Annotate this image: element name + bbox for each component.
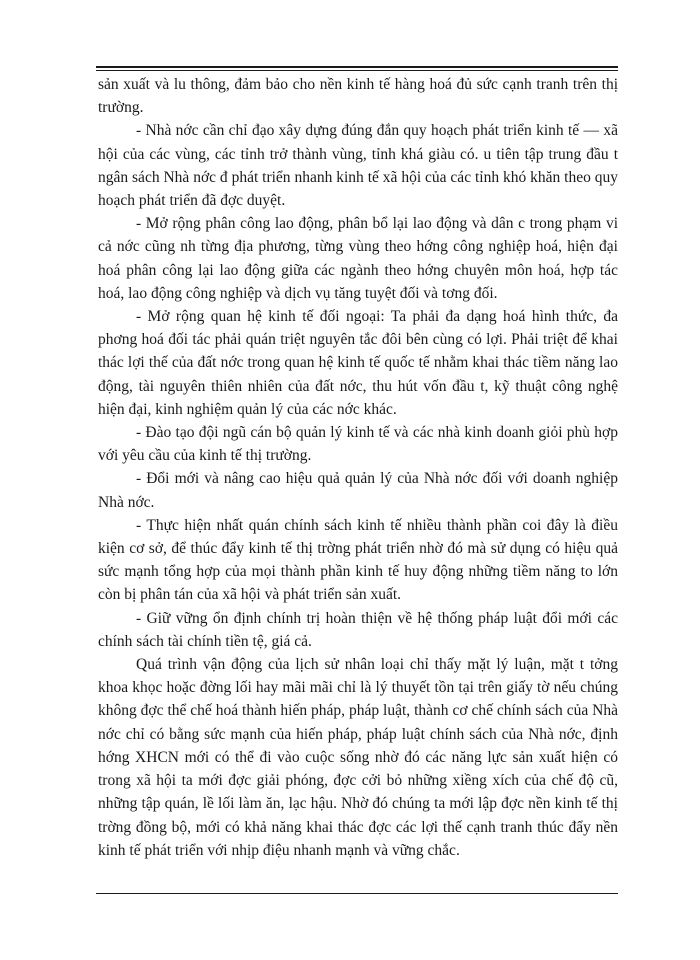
footer-rule [96, 893, 618, 894]
paragraph-foreign-economic-relations: - Mở rộng quan hệ kinh tế đối ngoại: Ta phải đa dạng hoá hình thức, đa phơng hoá đối tác phải quán triệt nguyên tắc đôi bên cùng có lợi. Phải triệt để khai thác lợi thế của đất nớc trong quan hệ kinh tế quốc tế nhằm khai thác tiềm năng lao động, tài nguyên thiên nhiên của đất nớc, thu hút vốn đầu t, kỹ thuật công nghệ hiện đại, kinh nghiệm quản lý của các nớc khác. [98, 308, 618, 418]
paragraph-conclusion: Quá trình vận động của lịch sử nhân loại chỉ thấy mặt lý luận, mặt t tởng khoa khọc hoặc đờng lối hay mãi mãi chỉ là lý thuyết tồn tại trên giấy tờ nếu chúng không đợc thể chế hoá thành hiến pháp, pháp luật, thành cơ chế chính sách của Nhà nớc chỉ có bằng sức mạnh của hiến pháp, pháp luật chính sách của Nhà nớc, định hớng XHCN mới có thể đi vào cuộc sống nhờ đó các năng lực sản xuất hiện có trong xã hội ta mới đợc giải phóng, đợc cởi bỏ những xiềng xích của chế độ cũ, những tập quán, lề lối làm ăn, lạc hậu. Nhờ đó chúng ta mới lập đợc nền kinh tế thị trờng đồng bộ, mới có khả năng khai thác đợc các lợi thế cạnh tranh thúc đẩy nền kinh tế phát triển với nhịp điệu nhanh mạnh và vững chắc. [98, 656, 618, 859]
paragraph-multi-sector-policy: - Thực hiện nhất quán chính sách kinh tế nhiều thành phần coi đây là điều kiện cơ sở, để thúc đẩy kinh tế thị trờng phát triển nhờ đó mà sử dụng có hiệu quả sức mạnh tổng hợp của mọi thành phần kinh tế huy động những tiềm năng to lớn còn bị phân tán của xã hội và phát triển sản xuất. [98, 516, 618, 604]
paragraph-political-stability: - Giữ vững ổn định chính trị hoàn thiện về hệ thống pháp luật đổi mới các chính sách tài chính tiền tệ, giá cả. [98, 609, 618, 650]
header-rule-thick [96, 66, 618, 68]
header-rule-thin [96, 70, 618, 71]
paragraph-state-management: - Đổi mới và nâng cao hiệu quả quản lý của Nhà nớc đối với doanh nghiệp Nhà nớc. [98, 470, 618, 511]
paragraph-continuation: sản xuất và lu thông, đảm bảo cho nền kinh tế hàng hoá đủ sức cạnh tranh trên thị trường. [98, 76, 618, 117]
paragraph-regional-planning: - Nhà nớc cần chỉ đạo xây dựng đúng đắn quy hoạch phát triển kinh tế — xã hội của các vùng, các tỉnh trở thành vùng, tỉnh khá giàu có. u tiên tập trung đầu t ngân sách Nhà nớc đ phát triển nhanh kinh tế xã hội của các tỉnh khó khăn theo quy hoạch phát triển đã đợc duyệt. [98, 122, 618, 210]
paragraph-staff-training: - Đào tạo đội ngũ cán bộ quản lý kinh tế và các nhà kinh doanh giỏi phù hợp với yêu cầu của kinh tế thị trường. [98, 424, 618, 465]
paragraph-labor-division: - Mở rộng phân công lao động, phân bổ lại lao động và dân c trong phạm vi cả nớc cũng nh từng địa phương, từng vùng theo hớng công nghiệp hoá, hiện đại hoá phân công lại lao động giữa các ngành theo hớng chuyên môn hoá, hợp tác hoá, lao động công nghiệp và dịch vụ tăng tuyệt đối và tơng đối. [98, 215, 618, 302]
body-text [98, 73, 618, 862]
